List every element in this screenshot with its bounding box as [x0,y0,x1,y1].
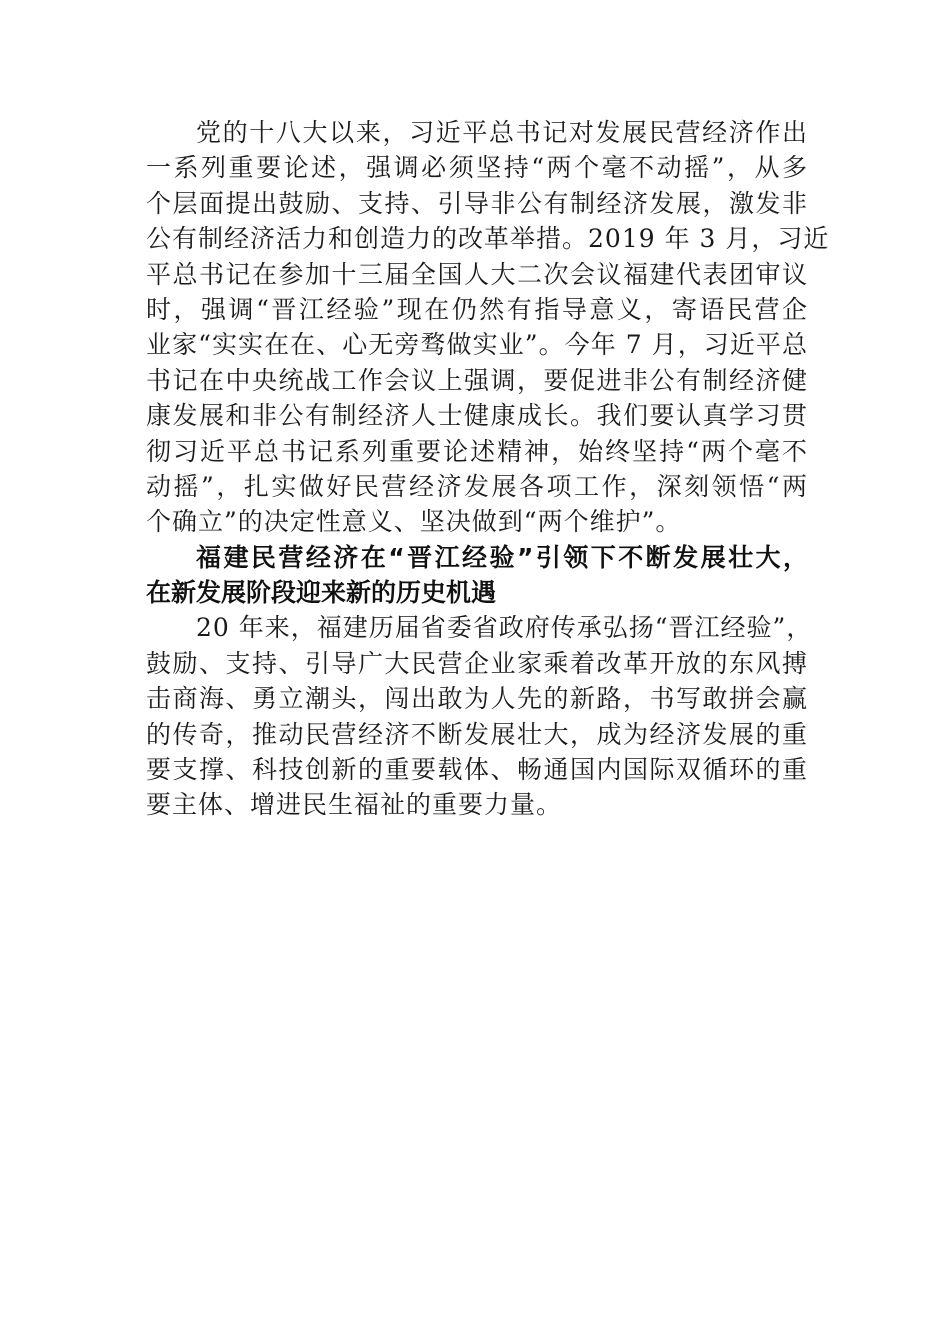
heading-line: 福建民营经济在“晋江经验”引领下不断发展壮大， [196,542,808,572]
paragraph-line: 要支撑、科技创新的重要载体、畅通国内国际双循环的重 [146,755,808,785]
paragraph-line: 平总书记在参加十三届全国人大二次会议福建代表团审议 [146,259,808,289]
document-body [146,115,830,823]
paragraph-line: 动摇”，扎实做好民营经济发展各项工作，深刻领悟“两 [146,471,808,501]
paragraph-line: 鼓励、支持、引导广大民营企业家乘着改革开放的东风搏 [146,648,808,678]
paragraph-line: 党的十八大以来，习近平总书记对发展民营经济作出 [196,118,808,147]
paragraph-line: 个确立”的决定性意义、坚决做到“两个维护”。 [146,507,682,537]
paragraph-line: 的传奇，推动民营经济不断发展壮大，成为经济发展的重 [146,719,808,749]
paragraph-line: 书记在中央统战工作会议上强调，要促进非公有制经济健 [146,365,808,395]
paragraph-line: 20 年来，福建历届省委省政府传承弘扬“晋江经验”， [196,613,813,643]
heading-line: 在新发展阶段迎来新的历史机遇 [146,578,497,608]
section-heading [146,540,808,611]
paragraph-line: 业家“实实在在、心无旁骛做实业”。今年 7 月，习近平总 [146,330,808,360]
paragraph-line: 击商海、勇立潮头，闯出敢为人先的新路，书写敢拼会赢 [146,684,808,714]
paragraph-line: 公有制经济活力和创造力的改革举措。2019 年 3 月，习近 [146,224,830,254]
paragraph-line: 康发展和非公有制经济人士健康成长。我们要认真学习贯 [146,401,808,431]
paragraph-line: 彻习近平总书记系列重要论述精神，始终坚持“两个毫不 [146,436,808,466]
paragraph-line: 个层面提出鼓励、支持、引导非公有制经济发展，激发非 [146,188,808,218]
paragraph-line: 一系列重要论述，强调必须坚持“两个毫不动摇”，从多 [146,153,808,183]
paragraph-line: 时，强调“晋江经验”现在仍然有指导意义，寄语民营企 [146,294,808,324]
paragraph-line: 要主体、增进民生福祉的重要力量。 [146,790,563,820]
paragraph-intro [146,115,830,540]
paragraph-fujian [146,610,813,822]
